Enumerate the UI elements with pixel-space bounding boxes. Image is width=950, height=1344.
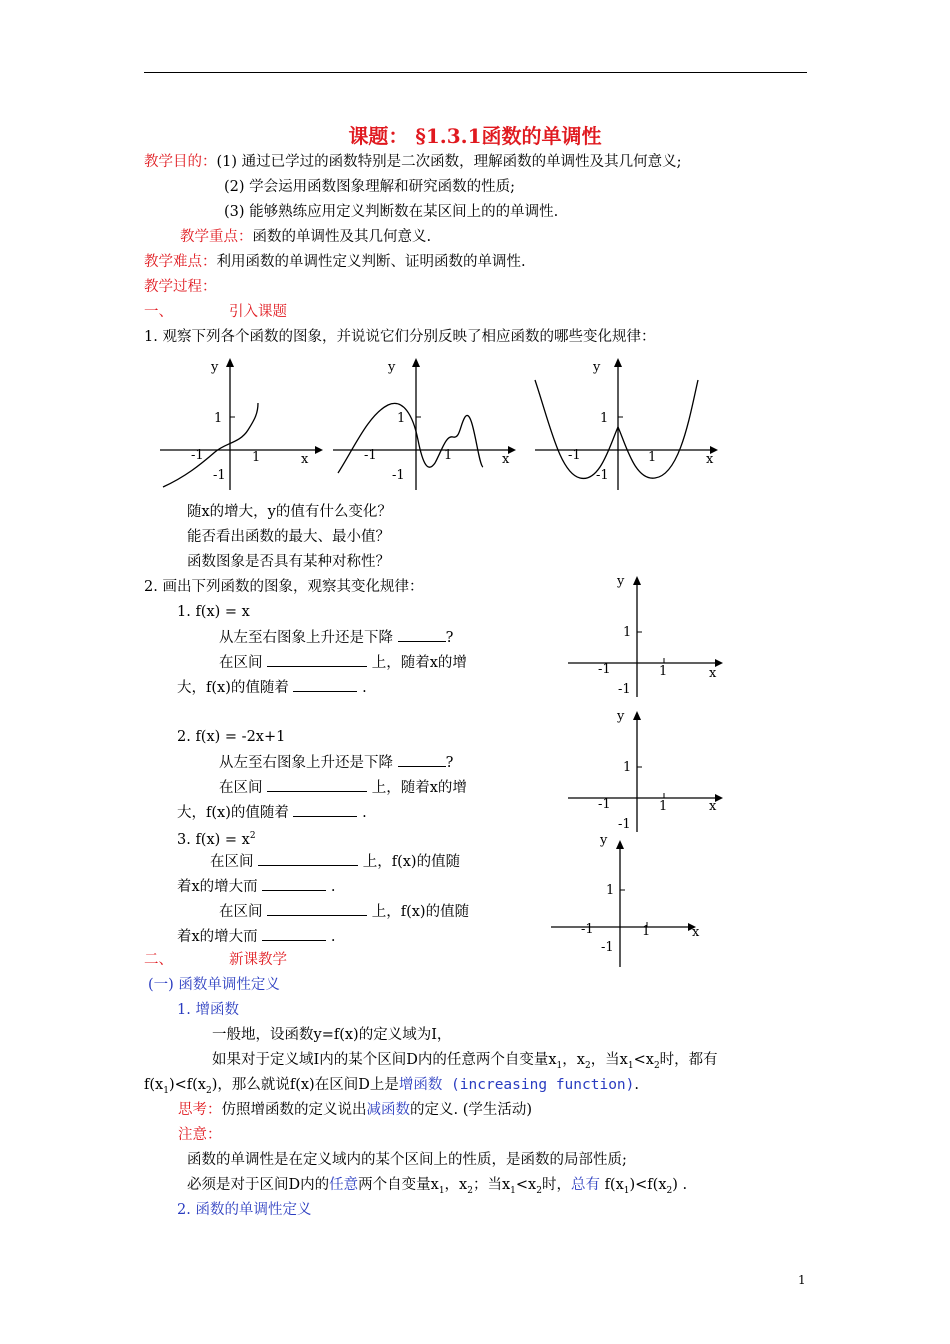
f3-line-1-text: 在区间 — [210, 854, 254, 870]
page-title: 课题： §1.3.1函数的单调性 — [348, 124, 602, 148]
f3-line-2-text: 着x的增大而 — [177, 879, 258, 895]
x-label: x — [709, 799, 717, 814]
section-2-heading — [144, 950, 287, 970]
x-label: x — [502, 452, 510, 467]
blank-axes-1 — [565, 572, 725, 702]
x-axis-arrow — [315, 446, 323, 454]
p2-text-c: ，当x — [590, 1052, 628, 1068]
section-2-title: 新课教学 — [229, 952, 287, 968]
x-label: x — [301, 452, 309, 467]
f3-heading — [177, 826, 256, 850]
y-axis-arrow — [412, 358, 420, 367]
objectives-label: 教学目的： — [144, 154, 217, 170]
tick-label-1: 1 — [397, 411, 406, 426]
sub-1: 1 — [510, 1185, 516, 1196]
sub-1: 1 — [163, 1085, 169, 1096]
f2-blank-2[interactable] — [267, 777, 367, 792]
note-2 — [187, 1175, 687, 1201]
f2-blank-1[interactable] — [398, 752, 446, 767]
tick-label-neg1y: -1 — [618, 682, 631, 697]
sub-2: 2 — [536, 1185, 542, 1196]
difficulty — [144, 252, 526, 272]
f3-line-2 — [177, 876, 336, 897]
x-label: x — [709, 666, 717, 681]
x-label: x — [692, 925, 700, 940]
key-point — [180, 227, 431, 247]
sub-1: 1 — [627, 1060, 634, 1071]
tick-label-1x: 1 — [648, 450, 657, 465]
page-number: 1 — [798, 1273, 806, 1287]
tick-label-neg1: -1 — [364, 448, 377, 463]
f2-line-3-end: . — [362, 805, 367, 821]
note-label: 注意： — [178, 1127, 222, 1143]
note2-text-a: 必须是对于区间D内的 — [187, 1177, 330, 1193]
tick-label-neg1y: -1 — [392, 468, 405, 483]
difficulty-text: 利用函数的单调性定义判断、证明函数的单调性. — [216, 254, 526, 270]
p2-text-d: <x — [633, 1052, 654, 1068]
f1-line-1 — [219, 627, 453, 648]
objectives-line-1 — [144, 152, 682, 172]
f3-blank-1[interactable] — [258, 851, 358, 866]
objective-3: (3) 能够熟练应用定义判断数在某区间上的的单调性. — [224, 204, 559, 220]
increasing-title: 1. 增函数 — [177, 1002, 239, 1018]
tick-label-1x: 1 — [659, 664, 668, 679]
tick-label-1: 1 — [623, 760, 632, 775]
decreasing-function-term: 减函数 — [366, 1102, 410, 1118]
tick-label-1: 1 — [606, 883, 615, 898]
sub-2: 2 — [467, 1185, 473, 1196]
y-axis-arrow — [616, 840, 624, 849]
y-axis-arrow — [633, 576, 641, 585]
p3-text-c: )，那么就说f(x)在区间D上是 — [211, 1077, 399, 1093]
f2-heading: 2. f(x) = -2x+1 — [177, 729, 286, 745]
f1-line-2-text: 在区间 — [219, 655, 263, 671]
f1-line-2 — [219, 652, 467, 673]
note2-any: 任意 — [329, 1177, 359, 1193]
header-rule — [144, 72, 807, 73]
note2-text-g: 时， — [541, 1177, 571, 1193]
y-label: y — [211, 360, 219, 375]
f2-line-3 — [177, 802, 367, 823]
sub-2: 2 — [205, 1085, 212, 1096]
f1-line-2-end: 上，随着x的增 — [371, 655, 467, 671]
think-line — [178, 1100, 532, 1120]
y-label: y — [617, 574, 625, 589]
sub-1: 1 — [438, 1185, 445, 1196]
f3-blank-4[interactable] — [262, 926, 326, 941]
graph-wave — [328, 355, 528, 495]
graph-w-shape — [530, 355, 730, 495]
difficulty-label: 教学难点： — [144, 254, 217, 270]
note2-text-e: ；当x — [472, 1177, 511, 1193]
subsection-1: (一) 函数单调性定义 — [148, 977, 280, 993]
tick-label-1: 1 — [214, 411, 223, 426]
question-2: 2. 画出下列函数的图象，观察其变化规律： — [144, 579, 424, 595]
f1-blank-1[interactable] — [398, 627, 446, 642]
f3-line-1-end: 上，f(x)的值随 — [362, 854, 461, 870]
note2-text-d: ，x — [444, 1177, 468, 1193]
prompt-question-1: 随x的增大，y的值有什么变化？ — [187, 504, 392, 520]
x-label: x — [706, 452, 714, 467]
tick-label-1x: 1 — [444, 448, 453, 463]
tick-label-1x: 1 — [252, 450, 261, 465]
note2-text-c: 两个自变量x — [358, 1177, 439, 1193]
f1-line-3-text: 大，f(x)的值随着 — [177, 680, 289, 696]
f2-line-2-end: 上，随着x的增 — [371, 780, 467, 796]
note2-text-j: )<f(x — [629, 1177, 667, 1193]
f1-line-3 — [177, 677, 367, 698]
sub-1: 1 — [556, 1060, 563, 1071]
f1-heading: 1. f(x) = x — [177, 604, 250, 620]
curve — [535, 380, 698, 478]
sub-2: 2 — [584, 1060, 591, 1071]
p3-text-b: )<f(x — [168, 1077, 206, 1093]
f2-line-1 — [219, 752, 453, 773]
note2-text-f: <x — [515, 1177, 537, 1193]
curve — [163, 403, 261, 487]
prompt-question-2: 能否看出函数的最大、最小值？ — [187, 529, 390, 545]
key-point-text: 函数的单调性及其几何意义. — [252, 229, 432, 245]
f3-blank-2[interactable] — [262, 876, 326, 891]
f1-blank-2[interactable] — [267, 652, 367, 667]
key-point-label: 教学重点： — [180, 229, 253, 245]
tick-label-neg1: -1 — [598, 797, 611, 812]
f3-line-4-text: 着x的增大而 — [177, 929, 258, 945]
p3-text-e: . — [634, 1077, 639, 1093]
paragraph-3 — [144, 1075, 639, 1101]
tick-label-neg1y: -1 — [618, 817, 631, 832]
note2-text-k: ) . — [672, 1177, 688, 1193]
sub-1: 1 — [623, 1185, 630, 1196]
tick-label-neg1y: -1 — [601, 940, 614, 955]
f3-heading-text: 3. f(x) = x — [177, 831, 250, 848]
f3-line-3 — [219, 901, 469, 922]
f1-line-1-text: 从左至右图象上升还是下降 — [219, 630, 393, 646]
tick-label-1: 1 — [600, 411, 609, 426]
f2-line-2 — [219, 777, 467, 798]
think-text-c: 的定义. (学生活动) — [410, 1102, 533, 1118]
f2-line-3-text: 大，f(x)的值随着 — [177, 805, 289, 821]
p3-text-a: f(x — [144, 1077, 164, 1093]
think-label: 思考： — [178, 1102, 222, 1118]
note-1: 函数的单调性是在定义域内的某个区间上的性质，是函数的局部性质; — [187, 1152, 627, 1168]
note2-text-i: f(x — [604, 1177, 624, 1193]
graph-cubic — [155, 355, 325, 495]
tick-label-1: 1 — [623, 625, 632, 640]
section-1-heading — [144, 302, 287, 322]
f3-line-4-end: . — [330, 929, 336, 945]
f2-line-1-end: ? — [445, 755, 454, 771]
tick-label-neg1y: -1 — [596, 468, 609, 483]
f3-line-4 — [177, 926, 336, 947]
f2-blank-3[interactable] — [293, 802, 357, 817]
increasing-function-term: 增函数 (increasing function) — [398, 1077, 635, 1093]
tick-label-1x: 1 — [642, 924, 651, 939]
f3-blank-3[interactable] — [267, 901, 367, 916]
prompt-question-3: 函数图象是否具有某种对称性？ — [187, 554, 390, 570]
f1-line-1-end: ? — [445, 630, 454, 646]
paragraph-1: 一般地，设函数y=f(x)的定义域为I， — [212, 1027, 452, 1043]
p2-text-e: 时，都有 — [659, 1052, 718, 1068]
question-1: 1. 观察下列各个函数的图象，并说说它们分别反映了相应函数的哪些变化规律： — [144, 329, 656, 345]
objective-1: (1) 通过已学过的函数特别是二次函数，理解函数的单调性及其几何意义; — [216, 154, 682, 170]
objective-2: (2) 学会运用函数图象理解和研究函数的性质; — [224, 179, 516, 195]
f3-line-3-text: 在区间 — [219, 904, 263, 920]
y-label: y — [617, 709, 625, 724]
p2-text-a: 如果对于定义域I内的某个区间D内的任意两个自变量x — [212, 1052, 557, 1068]
p2-text-b: ，x — [562, 1052, 585, 1068]
monotonicity-title: 2. 函数的单调性定义 — [177, 1202, 312, 1218]
y-axis-arrow — [614, 358, 622, 367]
f2-line-1-text: 从左至右图象上升还是下降 — [219, 755, 393, 771]
section-2-number: 二、 — [144, 952, 173, 968]
section-1-number: 一、 — [144, 304, 173, 320]
blank-axes-2 — [565, 707, 725, 837]
tick-label-neg1: -1 — [191, 448, 204, 463]
f3-line-3-end: 上，f(x)的值随 — [371, 904, 470, 920]
section-1-title: 引入课题 — [229, 304, 287, 320]
f3-exponent: 2 — [249, 831, 256, 841]
y-axis-arrow — [633, 711, 641, 720]
tick-label-1x: 1 — [659, 799, 668, 814]
note2-always: 总有 — [570, 1177, 600, 1193]
blank-axes-3 — [548, 830, 708, 970]
y-label: y — [600, 833, 608, 848]
sub-2: 2 — [666, 1185, 673, 1196]
f3-line-2-end: . — [330, 879, 336, 895]
y-axis-arrow — [226, 358, 234, 367]
tick-label-neg1: -1 — [581, 922, 594, 937]
f3-line-1 — [210, 851, 460, 872]
paragraph-2 — [212, 1050, 718, 1076]
think-text-a: 仿照增函数的定义说出 — [221, 1102, 367, 1118]
y-label: y — [593, 360, 601, 375]
sub-2: 2 — [653, 1060, 660, 1071]
f2-line-2-text: 在区间 — [219, 780, 263, 796]
f1-blank-3[interactable] — [293, 677, 357, 692]
curve — [338, 403, 483, 473]
tick-label-neg1: -1 — [568, 448, 581, 463]
tick-label-neg1: -1 — [598, 662, 611, 677]
tick-label-neg1y: -1 — [213, 468, 226, 483]
y-label: y — [388, 360, 396, 375]
f1-line-3-end: . — [362, 680, 367, 696]
process-label: 教学过程： — [144, 279, 217, 295]
